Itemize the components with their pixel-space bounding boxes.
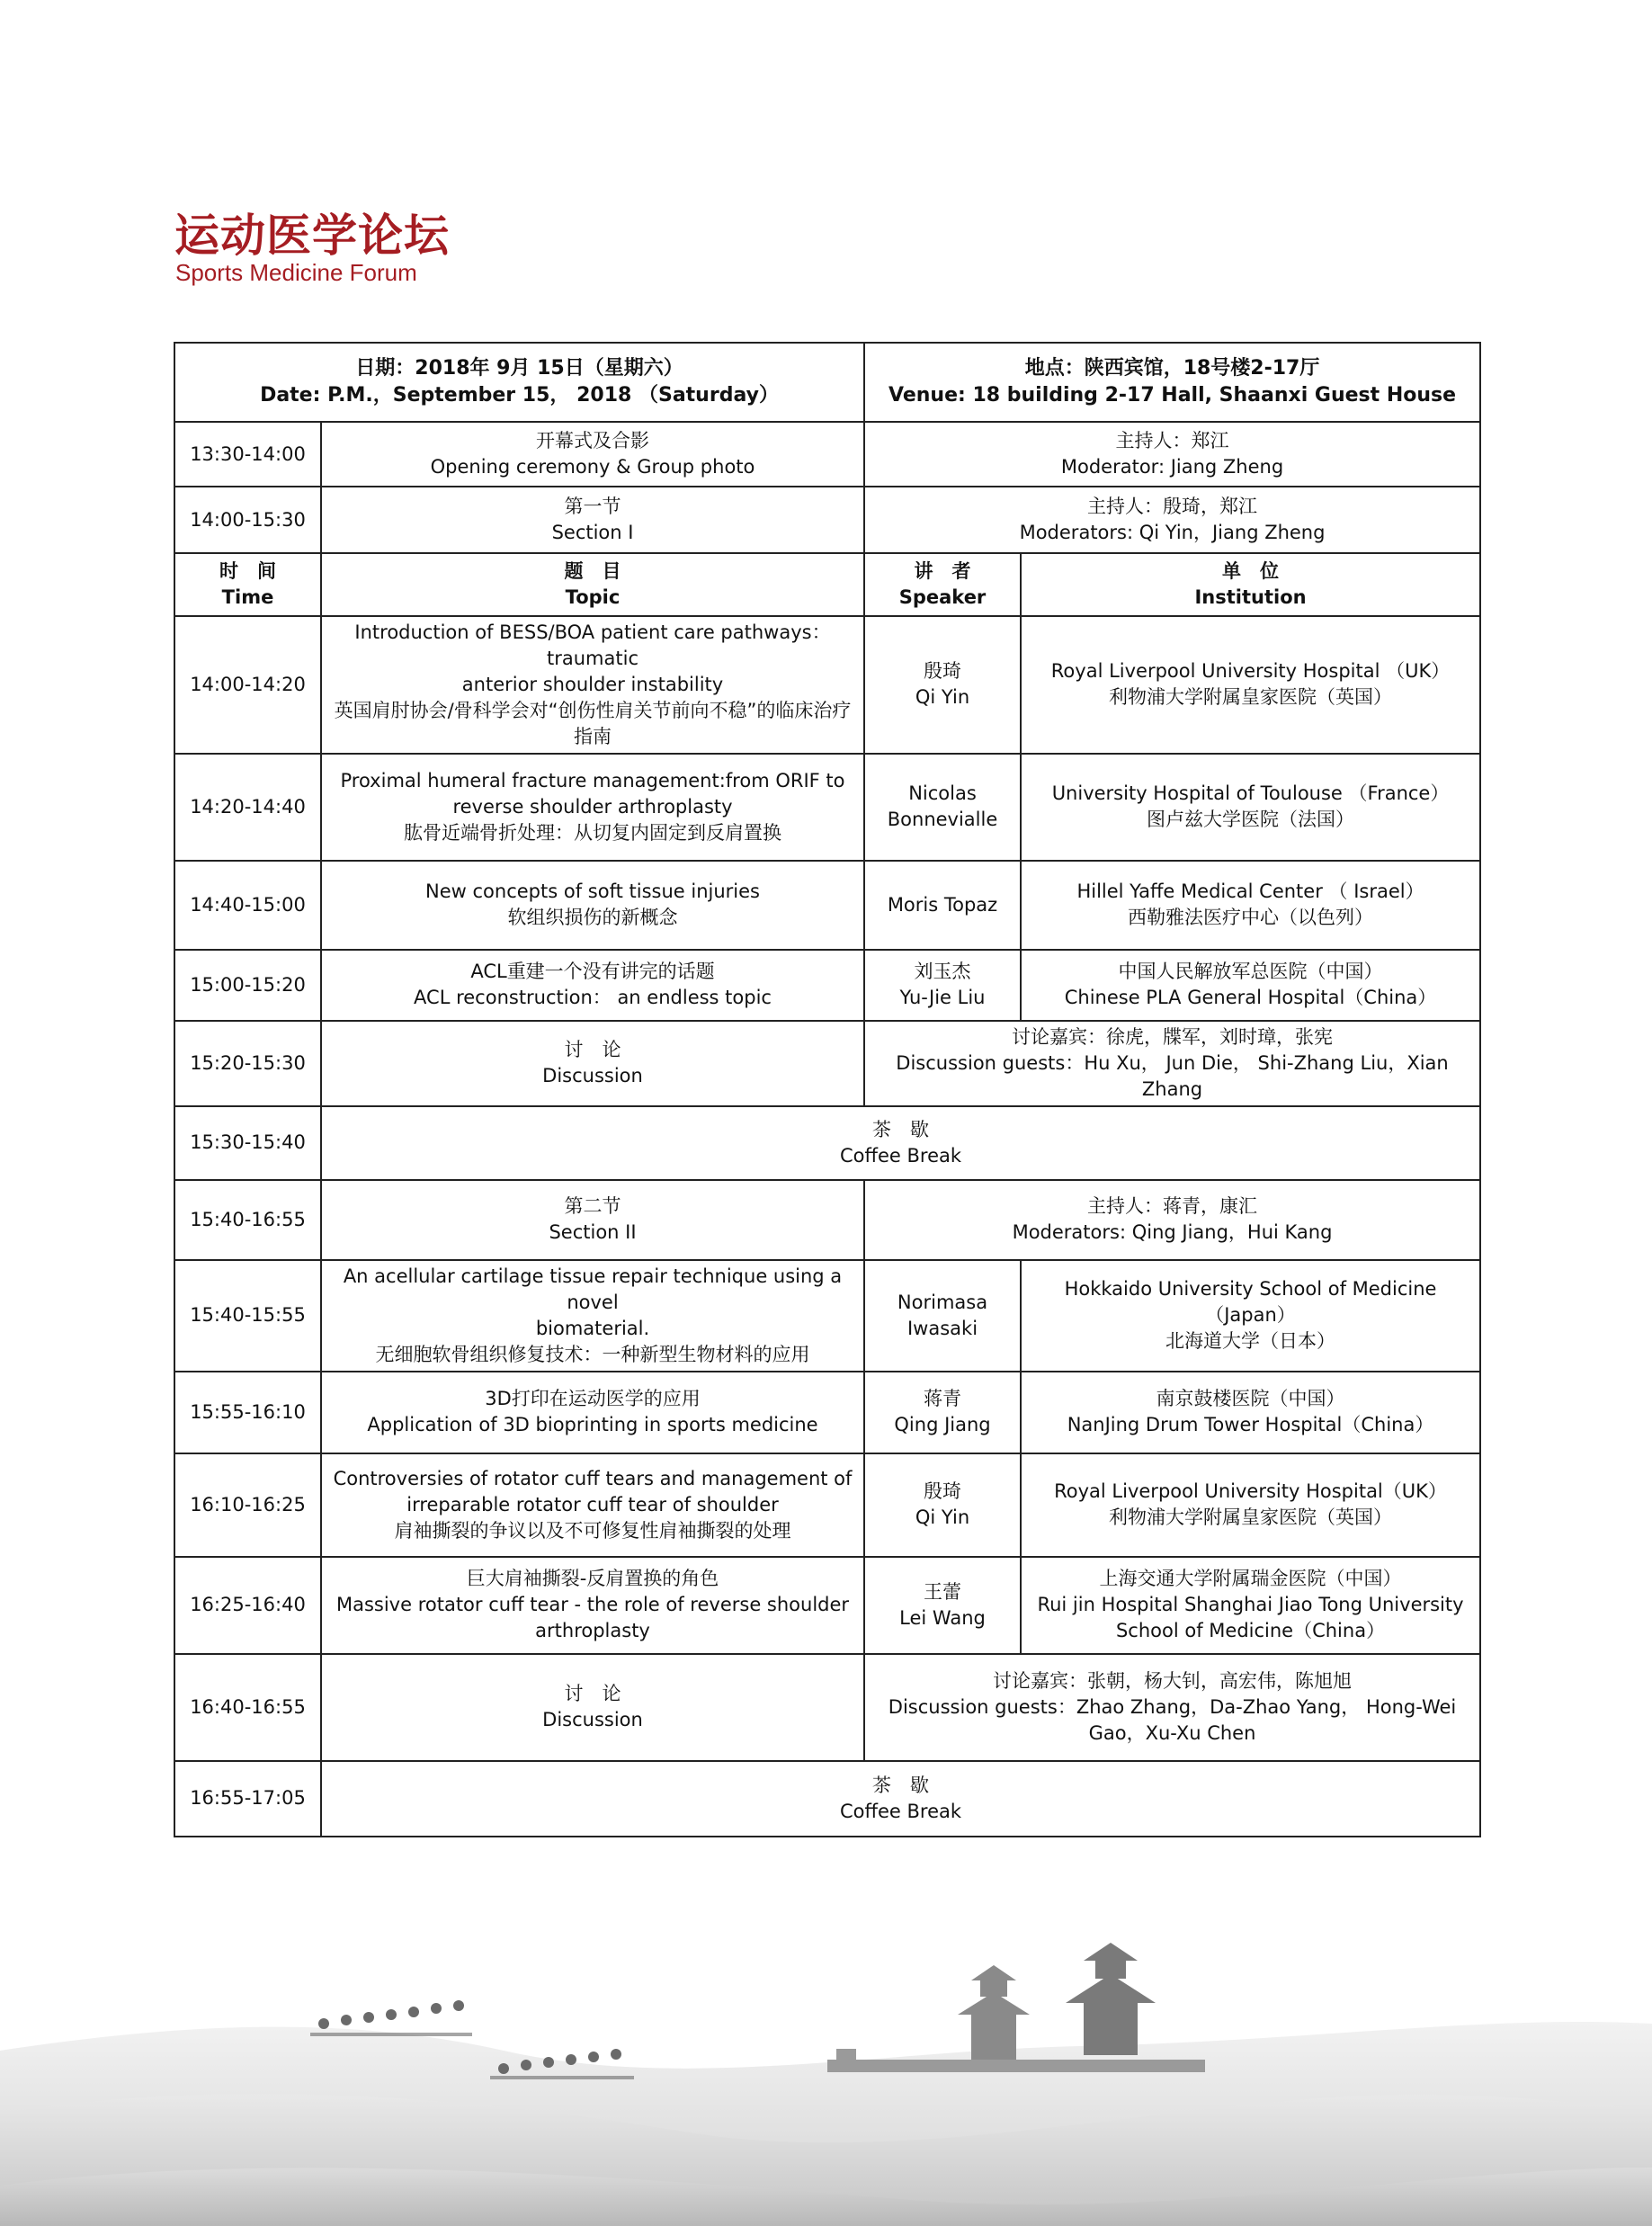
date-en: Date: P.M.，September 15， 2018 （Saturday） bbox=[260, 384, 779, 407]
time-cell: 16:40-16:55 bbox=[174, 1654, 321, 1761]
institution-line: Royal Liverpool University Hospital （UK） bbox=[1050, 660, 1451, 683]
section-name-en: Section II bbox=[549, 1221, 637, 1244]
time-cell: 14:00-15:30 bbox=[174, 487, 321, 553]
speaker-line: Yu-Jie Liu bbox=[899, 987, 986, 1009]
speaker-line: Iwasaki bbox=[906, 1317, 978, 1339]
institution-cell bbox=[1021, 1372, 1480, 1453]
header-cn: 单 位 bbox=[1222, 560, 1280, 583]
header-cn: 时 间 bbox=[219, 560, 276, 583]
speaker-cell bbox=[864, 950, 1021, 1021]
topic-cell bbox=[321, 861, 864, 950]
institution-line: 中国人民解放军总医院（中国） bbox=[1118, 961, 1383, 983]
talk-row bbox=[174, 861, 1480, 950]
talk-row bbox=[174, 1372, 1480, 1453]
venue-cn: 地点：陕西宾馆，18号楼2-17厅 bbox=[1024, 356, 1320, 380]
time-cell: 15:20-15:30 bbox=[174, 1021, 321, 1106]
talk-row bbox=[174, 1453, 1480, 1557]
time-cell: 16:55-17:05 bbox=[174, 1761, 321, 1837]
institution-line: Hokkaido University School of Medicine bbox=[1064, 1278, 1437, 1301]
talk-row bbox=[174, 1260, 1480, 1372]
date-cn: 日期：2018年 9月 15日（星期六） bbox=[355, 356, 683, 380]
speaker-cell bbox=[864, 616, 1021, 754]
institution-cell bbox=[1021, 616, 1480, 754]
speaker-line: 殷琦 bbox=[924, 660, 962, 683]
guests-cell bbox=[864, 1654, 1480, 1761]
topic-line: Controversies of rotator cuff tears and management of bbox=[333, 1467, 853, 1489]
topic-line: biomaterial. bbox=[535, 1317, 650, 1339]
column-header-time bbox=[174, 553, 321, 616]
topic-cn: 开幕式及合影 bbox=[536, 430, 649, 452]
guests-en: Discussion guests：Zhao Zhang，Da-Zhao Yang， Hong-Wei bbox=[888, 1695, 1457, 1718]
speaker-line: Nicolas bbox=[908, 782, 977, 805]
speaker-line: 王蕾 bbox=[924, 1580, 962, 1603]
institution-line: NanJing Drum Tower Hospital（China） bbox=[1067, 1414, 1434, 1436]
moderator-cell bbox=[864, 487, 1480, 553]
column-header-institution bbox=[1021, 553, 1480, 616]
discussion-cn: 讨 论 bbox=[564, 1039, 621, 1061]
time-cell: 15:55-16:10 bbox=[174, 1372, 321, 1453]
break-cell bbox=[321, 1761, 1480, 1837]
moderator-en: Moderator: Jiang Zheng bbox=[1060, 456, 1284, 478]
topic-line: reverse shoulder arthroplasty bbox=[452, 795, 733, 818]
institution-cell bbox=[1021, 1453, 1480, 1557]
opening-row bbox=[174, 422, 1480, 487]
topic-cell bbox=[321, 1453, 864, 1557]
speaker-line: 刘玉杰 bbox=[914, 961, 971, 983]
header-cn: 题 目 bbox=[564, 560, 621, 583]
topic-line: 肩袖撕裂的争议以及不可修复性肩袖撕裂的处理 bbox=[394, 1519, 791, 1542]
speaker-line: 蒋青 bbox=[924, 1388, 962, 1410]
talk-row bbox=[174, 950, 1480, 1021]
institution-line: 西勒雅法医疗中心（以色列） bbox=[1128, 907, 1374, 929]
column-header-row bbox=[174, 553, 1480, 616]
speaker-line: Moris Topaz bbox=[887, 893, 998, 916]
guests-en: Gao，Xu-Xu Chen bbox=[1088, 1721, 1256, 1744]
moderator-cn: 主持人：郑江 bbox=[1115, 430, 1229, 452]
topic-line: anterior shoulder instability bbox=[461, 673, 724, 695]
moderator-cn: 主持人：殷琦，郑江 bbox=[1087, 496, 1258, 518]
pagoda-icon bbox=[958, 1965, 1030, 2060]
topic-line: 肱骨近端骨折处理：从切复内固定到反肩置换 bbox=[404, 821, 781, 844]
discussion-cell bbox=[321, 1021, 864, 1106]
section-row bbox=[174, 1180, 1480, 1260]
moderator-en: Moderators: Qing Jiang，Hui Kang bbox=[1012, 1221, 1333, 1244]
section-cell bbox=[321, 487, 864, 553]
topic-cell bbox=[321, 950, 864, 1021]
guests-cn: 讨论嘉宾：徐虎，牒军，刘时璋，张宪 bbox=[1012, 1025, 1334, 1048]
section-name-en: Section I bbox=[551, 522, 634, 543]
pagoda-icon bbox=[1066, 1943, 1156, 2055]
section-cell bbox=[321, 1180, 864, 1260]
speaker-line: 殷琦 bbox=[924, 1480, 962, 1503]
break-cn: 茶 歇 bbox=[872, 1774, 930, 1796]
institution-cell bbox=[1021, 1260, 1480, 1372]
topic-line: An acellular cartilage tissue repair technique using a novel bbox=[343, 1265, 843, 1313]
institution-cell bbox=[1021, 861, 1480, 950]
time-cell: 14:40-15:00 bbox=[174, 861, 321, 950]
guests-en: Discussion guests：Hu Xu， Jun Die， Shi-Zhang Liu，Xian Zhang bbox=[896, 1051, 1449, 1100]
speaker-cell bbox=[864, 1453, 1021, 1557]
column-header-speaker bbox=[864, 553, 1021, 616]
talk-row bbox=[174, 754, 1480, 861]
institution-line: School of Medicine（China） bbox=[1115, 1620, 1386, 1642]
institution-line: Hillel Yaffe Medical Center （ Israel） bbox=[1076, 881, 1424, 903]
time-cell: 16:25-16:40 bbox=[174, 1557, 321, 1654]
institution-line: 南京鼓楼医院（中国） bbox=[1156, 1388, 1345, 1410]
moderator-cell bbox=[864, 422, 1480, 487]
speaker-line: Qi Yin bbox=[915, 686, 970, 709]
institution-line: Chinese PLA General Hospital（China） bbox=[1064, 987, 1437, 1009]
institution-line: 北海道大学（日本） bbox=[1165, 1330, 1336, 1353]
topic-line: arthroplasty bbox=[535, 1620, 650, 1642]
speaker-line: Qi Yin bbox=[915, 1506, 970, 1529]
institution-line: 利物浦大学附属皇家医院（英国） bbox=[1109, 686, 1393, 709]
desert-landscape-illustration bbox=[0, 1880, 1652, 2226]
institution-line: （Japan） bbox=[1205, 1304, 1296, 1327]
header-en: Time bbox=[221, 586, 274, 608]
moderator-en: Moderators: Qi Yin，Jiang Zheng bbox=[1019, 522, 1326, 543]
talk-row bbox=[174, 1557, 1480, 1654]
break-cn: 茶 歇 bbox=[872, 1118, 930, 1140]
topic-line: New concepts of soft tissue injuries bbox=[425, 881, 760, 903]
page-subtitle: Sports Medicine Forum bbox=[175, 259, 417, 286]
talk-row bbox=[174, 616, 1480, 754]
speaker-cell bbox=[864, 1372, 1021, 1453]
guests-cn: 讨论嘉宾：张朝，杨大钊，高宏伟，陈旭旭 bbox=[993, 1669, 1353, 1692]
break-row bbox=[174, 1106, 1480, 1180]
topic-line: 英国肩肘协会/骨科学会对“创伤性肩关节前向不稳”的临床治疗 bbox=[334, 699, 852, 721]
discussion-en: Discussion bbox=[542, 1709, 643, 1731]
header-en: Speaker bbox=[898, 586, 987, 608]
time-cell: 15:00-15:20 bbox=[174, 950, 321, 1021]
agenda-table bbox=[174, 342, 1481, 1837]
institution-cell bbox=[1021, 1557, 1480, 1654]
topic-cell bbox=[321, 616, 864, 754]
time-cell: 15:40-15:55 bbox=[174, 1260, 321, 1372]
time-cell: 16:10-16:25 bbox=[174, 1453, 321, 1557]
speaker-cell bbox=[864, 861, 1021, 950]
topic-line: Proximal humeral fracture management:from ORIF to bbox=[340, 769, 845, 791]
topic-line: 软组织损伤的新概念 bbox=[507, 907, 678, 929]
institution-line: Rui jin Hospital Shanghai Jiao Tong University bbox=[1037, 1594, 1464, 1616]
break-row bbox=[174, 1761, 1480, 1837]
institution-line: Royal Liverpool University Hospital（UK） bbox=[1054, 1480, 1447, 1503]
time-cell: 14:20-14:40 bbox=[174, 754, 321, 861]
topic-cell bbox=[321, 422, 864, 487]
topic-line: ACL重建一个没有讲完的话题 bbox=[470, 961, 715, 983]
speaker-cell bbox=[864, 1260, 1021, 1372]
institution-line: 上海交通大学附属瑞金医院（中国） bbox=[1099, 1568, 1402, 1590]
topic-line: Massive rotator cuff tear - the role of reverse shoulder bbox=[335, 1594, 850, 1616]
speaker-line: Norimasa bbox=[897, 1291, 988, 1313]
speaker-cell bbox=[864, 754, 1021, 861]
topic-cell bbox=[321, 754, 864, 861]
venue-en: Venue: 18 building 2-17 Hall, Shaanxi Guest House bbox=[889, 384, 1457, 407]
guests-cell bbox=[864, 1021, 1480, 1106]
header-en: Topic bbox=[565, 586, 621, 608]
moderator-cell bbox=[864, 1180, 1480, 1260]
institution-line: University Hospital of Toulouse （France） bbox=[1051, 782, 1450, 805]
time-cell: 15:40-16:55 bbox=[174, 1180, 321, 1260]
institution-line: 利物浦大学附属皇家医院（英国） bbox=[1109, 1506, 1393, 1529]
venue-cell bbox=[864, 343, 1480, 422]
speaker-cell bbox=[864, 1557, 1021, 1654]
moderator-cn: 主持人：蒋青，康汇 bbox=[1087, 1195, 1258, 1218]
header-cn: 讲 者 bbox=[914, 560, 971, 583]
topic-cell bbox=[321, 1260, 864, 1372]
discussion-row bbox=[174, 1654, 1480, 1761]
speaker-line: Qing Jiang bbox=[894, 1414, 991, 1436]
speaker-line: Bonnevialle bbox=[887, 809, 998, 831]
break-en: Coffee Break bbox=[840, 1144, 962, 1167]
time-cell: 15:30-15:40 bbox=[174, 1106, 321, 1180]
topic-line: ACL reconstruction： an endless topic bbox=[414, 987, 772, 1009]
institution-line: 图卢兹大学医院（法国） bbox=[1147, 809, 1355, 831]
column-header-topic bbox=[321, 553, 864, 616]
page-title: 运动医学论坛 bbox=[174, 210, 450, 262]
section-row bbox=[174, 487, 1480, 553]
topic-line: Application of 3D bioprinting in sports medicine bbox=[367, 1414, 818, 1436]
discussion-row bbox=[174, 1021, 1480, 1106]
header-en: Institution bbox=[1194, 586, 1307, 608]
break-en: Coffee Break bbox=[840, 1800, 962, 1822]
info-row bbox=[174, 343, 1480, 422]
discussion-cell bbox=[321, 1654, 864, 1761]
topic-cell bbox=[321, 1557, 864, 1654]
speaker-line: Lei Wang bbox=[899, 1606, 986, 1629]
break-cell bbox=[321, 1106, 1480, 1180]
topic-line: 3D打印在运动医学的应用 bbox=[485, 1388, 701, 1410]
time-cell: 13:30-14:00 bbox=[174, 422, 321, 487]
topic-cell bbox=[321, 1372, 864, 1453]
time-cell: 14:00-14:20 bbox=[174, 616, 321, 754]
discussion-cn: 讨 论 bbox=[564, 1683, 621, 1705]
section-name-cn: 第一节 bbox=[564, 496, 621, 518]
institution-cell bbox=[1021, 754, 1480, 861]
topic-line: 无细胞软骨组织修复技术：一种新型生物材料的应用 bbox=[375, 1343, 810, 1365]
section-name-cn: 第二节 bbox=[564, 1195, 621, 1218]
institution-cell bbox=[1021, 950, 1480, 1021]
topic-line: 巨大肩袖撕裂-反肩置换的角色 bbox=[466, 1568, 719, 1590]
topic-line: Introduction of BESS/BOA patient care pathways：traumatic bbox=[354, 621, 831, 669]
topic-line: 指南 bbox=[574, 725, 612, 747]
topic-en: Opening ceremony & Group photo bbox=[430, 456, 755, 478]
date-cell bbox=[174, 343, 864, 422]
topic-line: irreparable rotator cuff tear of shoulder bbox=[406, 1493, 779, 1515]
discussion-en: Discussion bbox=[542, 1065, 643, 1087]
